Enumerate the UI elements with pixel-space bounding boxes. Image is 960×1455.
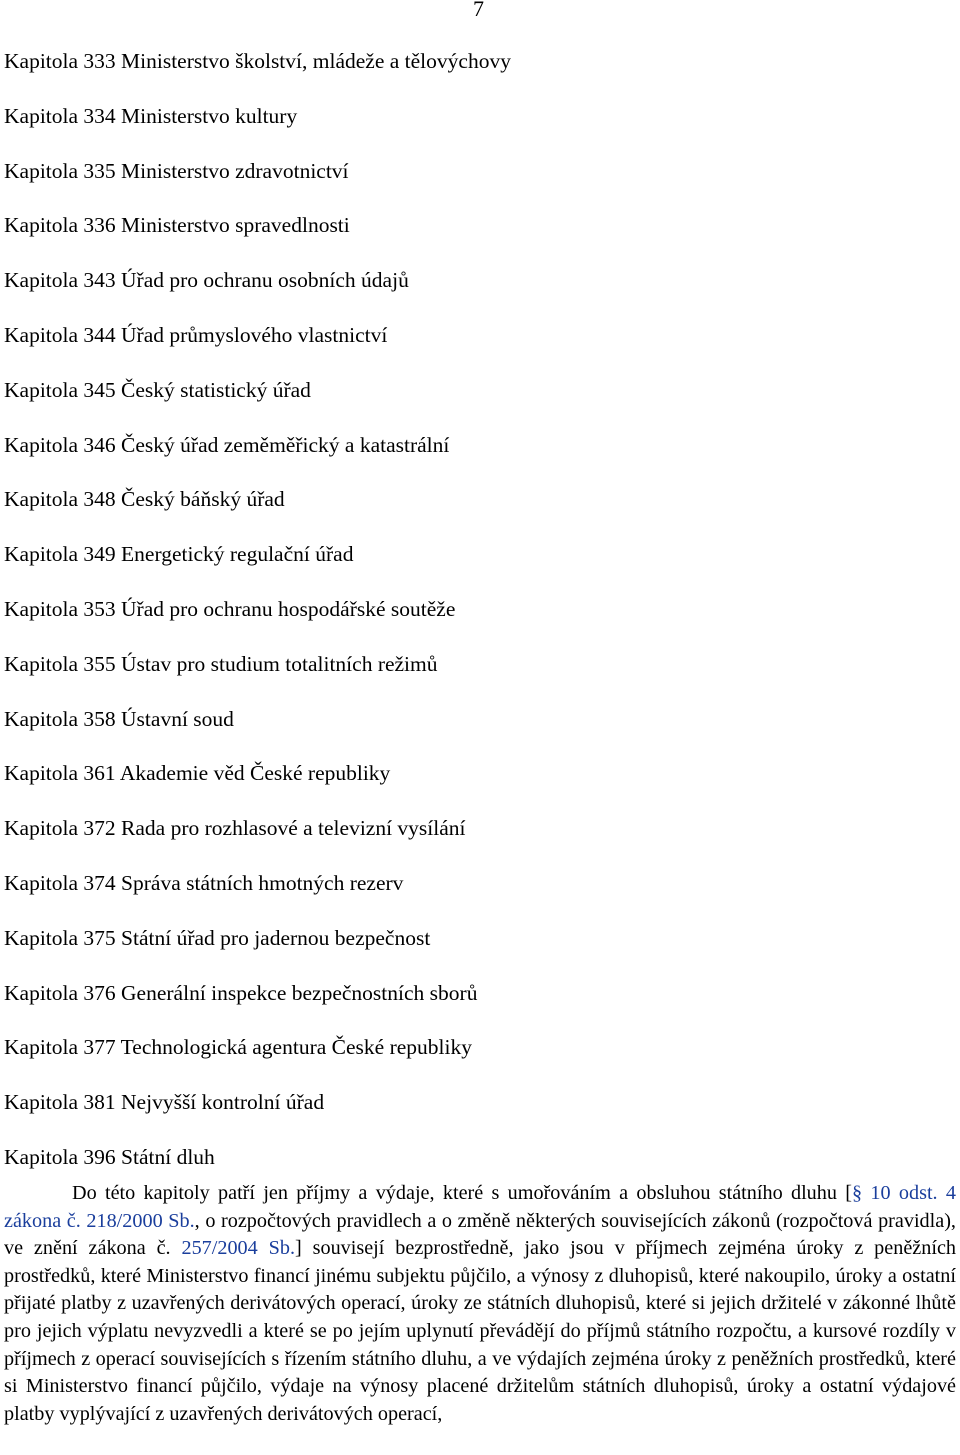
chapter-item: Kapitola 353 Úřad pro ochranu hospodářské soutěže xyxy=(4,596,456,621)
paragraph-text-middle: , o rozpočtových pravidlech a o změně některých souvisejících zákonů (rozpočtová pravidla), ve znění zákona č. xyxy=(4,1209,956,1260)
law-reference-link-257-2004[interactable]: 257/2004 Sb. xyxy=(181,1237,296,1260)
chapter-item: Kapitola 348 Český báňský úřad xyxy=(4,487,285,512)
chapter-item: Kapitola 381 Nejvyšší kontrolní úřad xyxy=(4,1090,325,1115)
law-reference-link-218-2000[interactable]: § 10 odst. 4 zákona č. 218/2000 Sb. xyxy=(4,1182,956,1232)
chapter-item: Kapitola 345 Český statistický úřad xyxy=(4,377,311,402)
paragraph-text-before: Do této kapitoly patří jen příjmy a výdaje, které s umořováním a obsluhou státního dluhu [ xyxy=(72,1182,852,1204)
chapter-item: Kapitola 375 Státní úřad pro jadernou bezpečnost xyxy=(4,925,431,950)
chapter-item: Kapitola 333 Ministerstvo školství, mládeže a tělovýchovy xyxy=(4,49,511,73)
chapter-396-description xyxy=(4,1180,956,1428)
chapter-item: Kapitola 334 Ministerstvo kultury xyxy=(4,103,298,128)
page-number: 7 xyxy=(473,0,484,21)
chapter-list xyxy=(4,45,511,1196)
paragraph-text-after: ] souvisejí bezprostředně, jako jsou v příjmech zejména úroky z peněžních prostředků, které Ministerstvo financí jinému subjektu půjčilo, a výnosy z dluhopisů, které nakoupilo, úroky a ostatní přijaté platby z uzavřených derivátových operací, úroky ze státních dluhopisů, které si jejich držitelé v zákonné lhůtě pro jejich výplatu nevyzvedli a které se po jejím uplynutí převádějí do příjmů státního rozpočtu, a kursové rozdíly v příjmech z operací souvisejících s řízením státního dluhu, a ve výdajích zejména úroky z peněžních prostředků, které si Ministerstvo financí půjčilo, výdaje na výnosy placené držitelům státních dluhopisů, úroky a ostatní výdajové platby vyplývající z uzavřených derivátových operací, xyxy=(4,1237,956,1425)
chapter-item: Kapitola 336 Ministerstvo spravedlnosti xyxy=(4,213,350,238)
chapter-item: Kapitola 396 Státní dluh xyxy=(4,1144,215,1169)
chapter-item: Kapitola 377 Technologická agentura České republiky xyxy=(4,1035,472,1060)
chapter-item: Kapitola 346 Český úřad zeměměřický a katastrální xyxy=(4,432,450,457)
chapter-item: Kapitola 374 Správa státních hmotných rezerv xyxy=(4,870,404,895)
chapter-item: Kapitola 358 Ústavní soud xyxy=(4,706,234,731)
chapter-item: Kapitola 361 Akademie věd České republiky xyxy=(4,761,391,786)
chapter-item: Kapitola 355 Ústav pro studium totalitních režimů xyxy=(4,651,438,676)
chapter-item: Kapitola 335 Ministerstvo zdravotnictví xyxy=(4,158,349,183)
chapter-item: Kapitola 372 Rada pro rozhlasové a televizní vysílání xyxy=(4,816,466,841)
chapter-item: Kapitola 376 Generální inspekce bezpečnostních sborů xyxy=(4,980,478,1005)
chapter-item: Kapitola 349 Energetický regulační úřad xyxy=(4,542,354,567)
chapter-item: Kapitola 344 Úřad průmyslového vlastnictví xyxy=(4,322,388,347)
chapter-item: Kapitola 343 Úřad pro ochranu osobních údajů xyxy=(4,268,409,293)
